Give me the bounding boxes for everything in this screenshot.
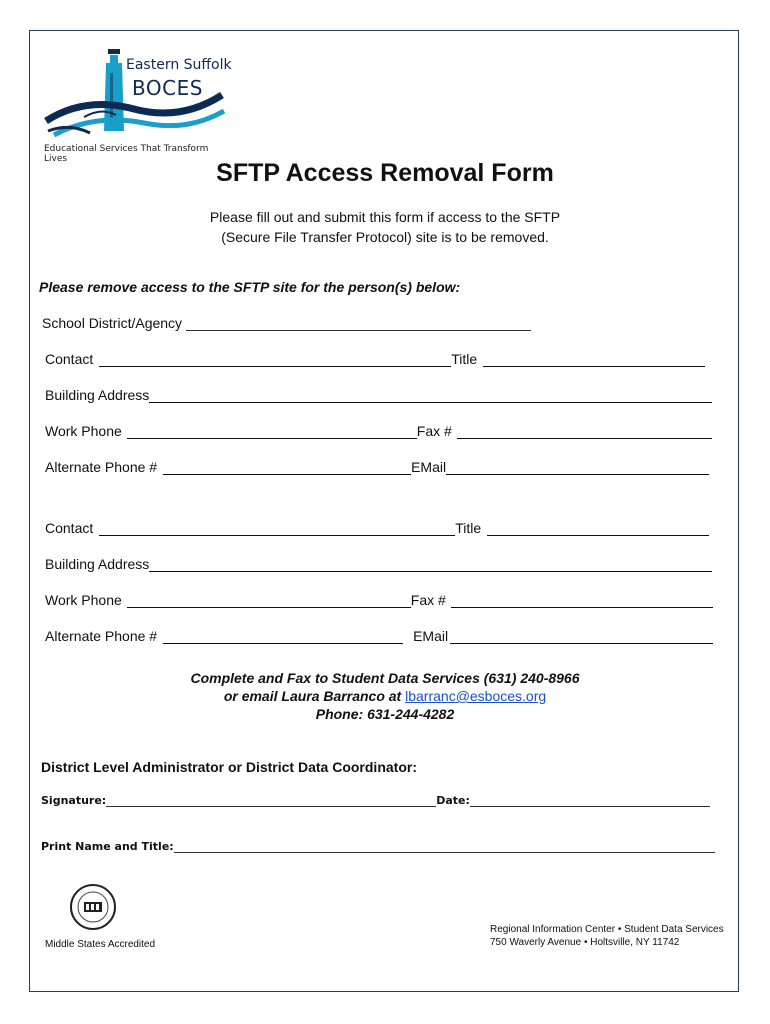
intro-line1: Please fill out and submit this form if access to the SFTP — [209, 209, 561, 225]
email-link[interactable]: lbarranc@esboces.org — [405, 688, 547, 704]
work-phone-field-1 — [45, 423, 712, 439]
form-page — [29, 30, 739, 992]
address-field-1 — [45, 387, 712, 403]
esboces-logo — [44, 43, 234, 164]
logo-name-line1: Eastern Suffolk — [126, 57, 232, 73]
footer-address-line2: 750 Waverly Avenue • Holtsville, NY 11742 — [490, 937, 680, 948]
work-phone-label-1: Work Phone — [45, 423, 122, 439]
signature-label: Signature: — [41, 794, 107, 807]
fax-label-1: Fax # — [416, 423, 452, 439]
district-label: School District/Agency — [42, 315, 183, 331]
address-field-2 — [45, 556, 712, 572]
logo-name-line2: BOCES — [132, 76, 203, 100]
title-label-2: Title — [455, 520, 482, 536]
contact-input-line-2[interactable] — [99, 521, 455, 536]
middle-states-seal-icon — [70, 884, 116, 930]
alt-phone-label-1: Alternate Phone # — [45, 459, 158, 475]
fax-input-line-1[interactable] — [457, 424, 712, 439]
district-input-line[interactable] — [186, 316, 531, 331]
contact-input-line-1[interactable] — [99, 352, 451, 367]
title-input-line-2[interactable] — [487, 521, 709, 536]
address-label-2: Building Address — [45, 556, 150, 572]
alt-phone-input-line-1[interactable] — [163, 460, 411, 475]
email-input-line-2[interactable] — [450, 629, 713, 644]
admin-heading: District Level Administrator or District Data Coordinator: — [41, 759, 417, 775]
email-label-2: EMail — [413, 628, 449, 644]
work-phone-field-2 — [45, 592, 713, 608]
title-label-1: Title — [451, 351, 478, 367]
request-heading: Please remove access to the SFTP site for the person(s) below: — [39, 279, 461, 295]
alt-phone-input-line-2[interactable] — [163, 629, 403, 644]
address-input-line-1[interactable] — [149, 388, 712, 403]
signature-field — [41, 794, 710, 807]
email-prefix: or email Laura Barranco at — [223, 688, 402, 704]
work-phone-input-line-1[interactable] — [127, 424, 417, 439]
intro-line2: (Secure File Transfer Protocol) site is to be removed. — [221, 229, 549, 245]
fax-input-line-2[interactable] — [451, 593, 713, 608]
footer-address-line1: Regional Information Center • Student Data Services — [490, 924, 724, 935]
date-input-line[interactable] — [470, 795, 710, 807]
alt-phone-label-2: Alternate Phone # — [45, 628, 158, 644]
address-label-1: Building Address — [45, 387, 150, 403]
alt-phone-field-1 — [45, 459, 709, 475]
email-label-1: EMail — [411, 459, 447, 475]
accreditation-text: Middle States Accredited — [45, 939, 156, 950]
contact-field-2 — [45, 520, 709, 536]
work-phone-input-line-2[interactable] — [127, 593, 411, 608]
fax-label-2: Fax # — [410, 592, 446, 608]
email-instructions — [30, 687, 740, 705]
form-title: SFTP Access Removal Form — [216, 159, 554, 187]
alt-phone-field-2 — [45, 628, 713, 644]
address-input-line-2[interactable] — [149, 557, 712, 572]
signature-input-line[interactable] — [106, 795, 436, 807]
print-name-input-line[interactable] — [174, 841, 715, 853]
phone-instructions: Phone: 631-244-4282 — [315, 706, 455, 722]
date-label: Date: — [436, 794, 470, 807]
logo-tagline: Educational Services That Transform Lives — [44, 144, 209, 164]
contact-field-1 — [45, 351, 705, 367]
contact-label-2: Contact — [45, 520, 94, 536]
print-name-label: Print Name and Title: — [41, 840, 174, 853]
fax-instructions: Complete and Fax to Student Data Services (631) 240-8966 — [190, 670, 580, 686]
work-phone-label-2: Work Phone — [45, 592, 122, 608]
email-input-line-1[interactable] — [446, 460, 709, 475]
district-field — [42, 315, 531, 331]
title-input-line-1[interactable] — [483, 352, 705, 367]
contact-label-1: Contact — [45, 351, 94, 367]
print-name-field — [41, 840, 715, 853]
